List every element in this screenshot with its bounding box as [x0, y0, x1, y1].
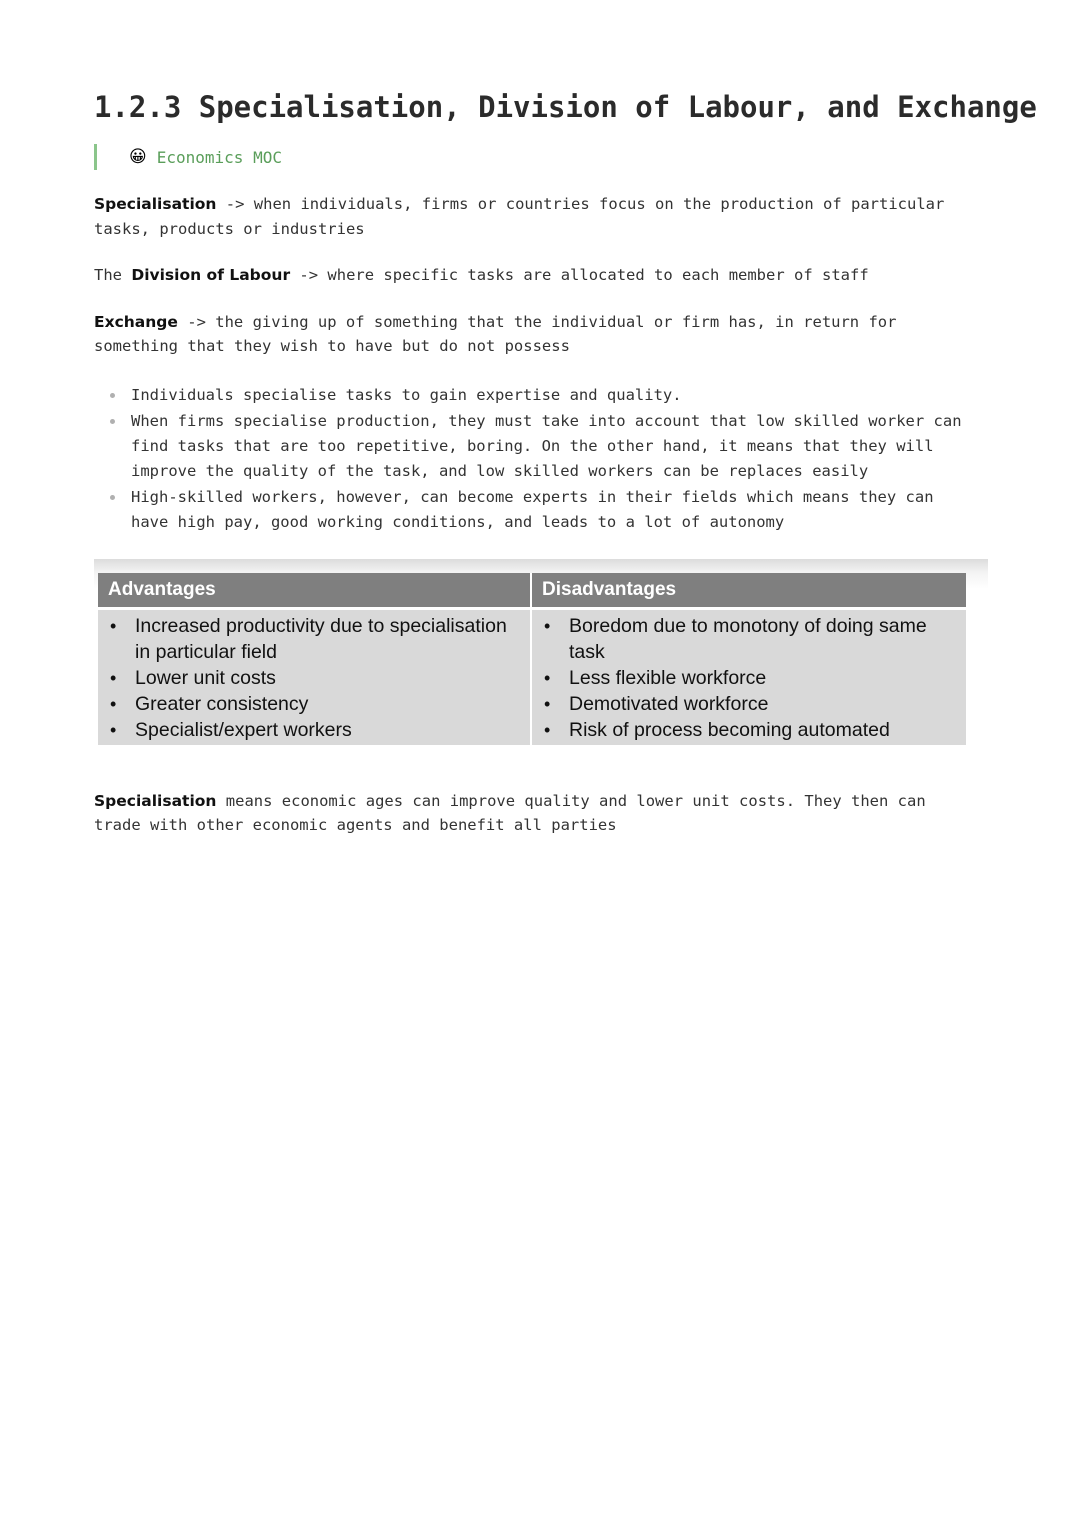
term-specialisation: Specialisation — [94, 791, 217, 810]
list-item: • Increased productivity due to specialisation in particular field — [108, 613, 520, 665]
embedded-table-image — [94, 559, 988, 755]
term-division-of-labour: Division of Labour — [131, 266, 291, 284]
advantages-disadvantages-table — [98, 573, 966, 745]
definition-exchange — [94, 310, 974, 359]
page-title: 1.2.3 Specialisation, Division of Labour, and Exchange — [94, 90, 1037, 124]
advantages-cell — [98, 608, 531, 745]
list-item: • Demotivated workforce — [542, 691, 956, 717]
definition-text: -> when individuals, firms or countries focus on the production of particular tasks, products or industries — [94, 195, 945, 238]
economics-moc-link[interactable]: Economics MOC — [156, 147, 282, 167]
definition-text: -> where specific tasks are allocated to each member of staff — [290, 266, 869, 284]
smiley-icon: 😀 — [129, 147, 147, 167]
list-item: • Risk of process becoming automated — [542, 717, 956, 743]
conclusion-text: means economic ages can improve quality and lower unit costs. They then can trade with other economic agents and benefit all parties — [94, 791, 926, 834]
definition-text: -> the giving up of something that the individual or firm has, in return for something that they wish to have but do not possess — [94, 312, 897, 355]
list-item: Individuals specialise tasks to gain expertise and quality. — [94, 383, 974, 408]
term-exchange: Exchange — [94, 312, 178, 331]
list-item: • Boredom due to monotony of doing same task — [542, 613, 956, 665]
list-item: • Specialist/expert workers — [108, 717, 520, 743]
callout-bar — [94, 144, 97, 170]
list-item: When firms specialise production, they must take into account that low skilled worker can find tasks that are too repetitive, boring. On the other hand, it means that they will improve the quality of the task, and low skilled workers can be replaces easily — [94, 409, 974, 484]
list-item: • Lower unit costs — [108, 665, 520, 691]
term-specialisation: Specialisation — [94, 195, 217, 213]
disadvantages-header: Disadvantages — [531, 573, 966, 609]
disadvantages-cell — [531, 608, 966, 745]
conclusion-paragraph — [94, 789, 974, 838]
list-item: High-skilled workers, however, can become experts in their fields which means they can have high pay, good working conditions, and leads to a lot of autonomy — [94, 485, 974, 535]
list-item: • Greater consistency — [108, 691, 520, 717]
bullet-list — [94, 383, 974, 535]
list-item: • Less flexible workforce — [542, 665, 956, 691]
definition-prefix: The — [94, 266, 132, 284]
moc-callout — [94, 144, 994, 170]
definition-specialisation — [94, 192, 974, 241]
definition-division-of-labour — [94, 263, 974, 288]
note-page — [94, 90, 1037, 838]
advantages-header: Advantages — [98, 573, 531, 609]
